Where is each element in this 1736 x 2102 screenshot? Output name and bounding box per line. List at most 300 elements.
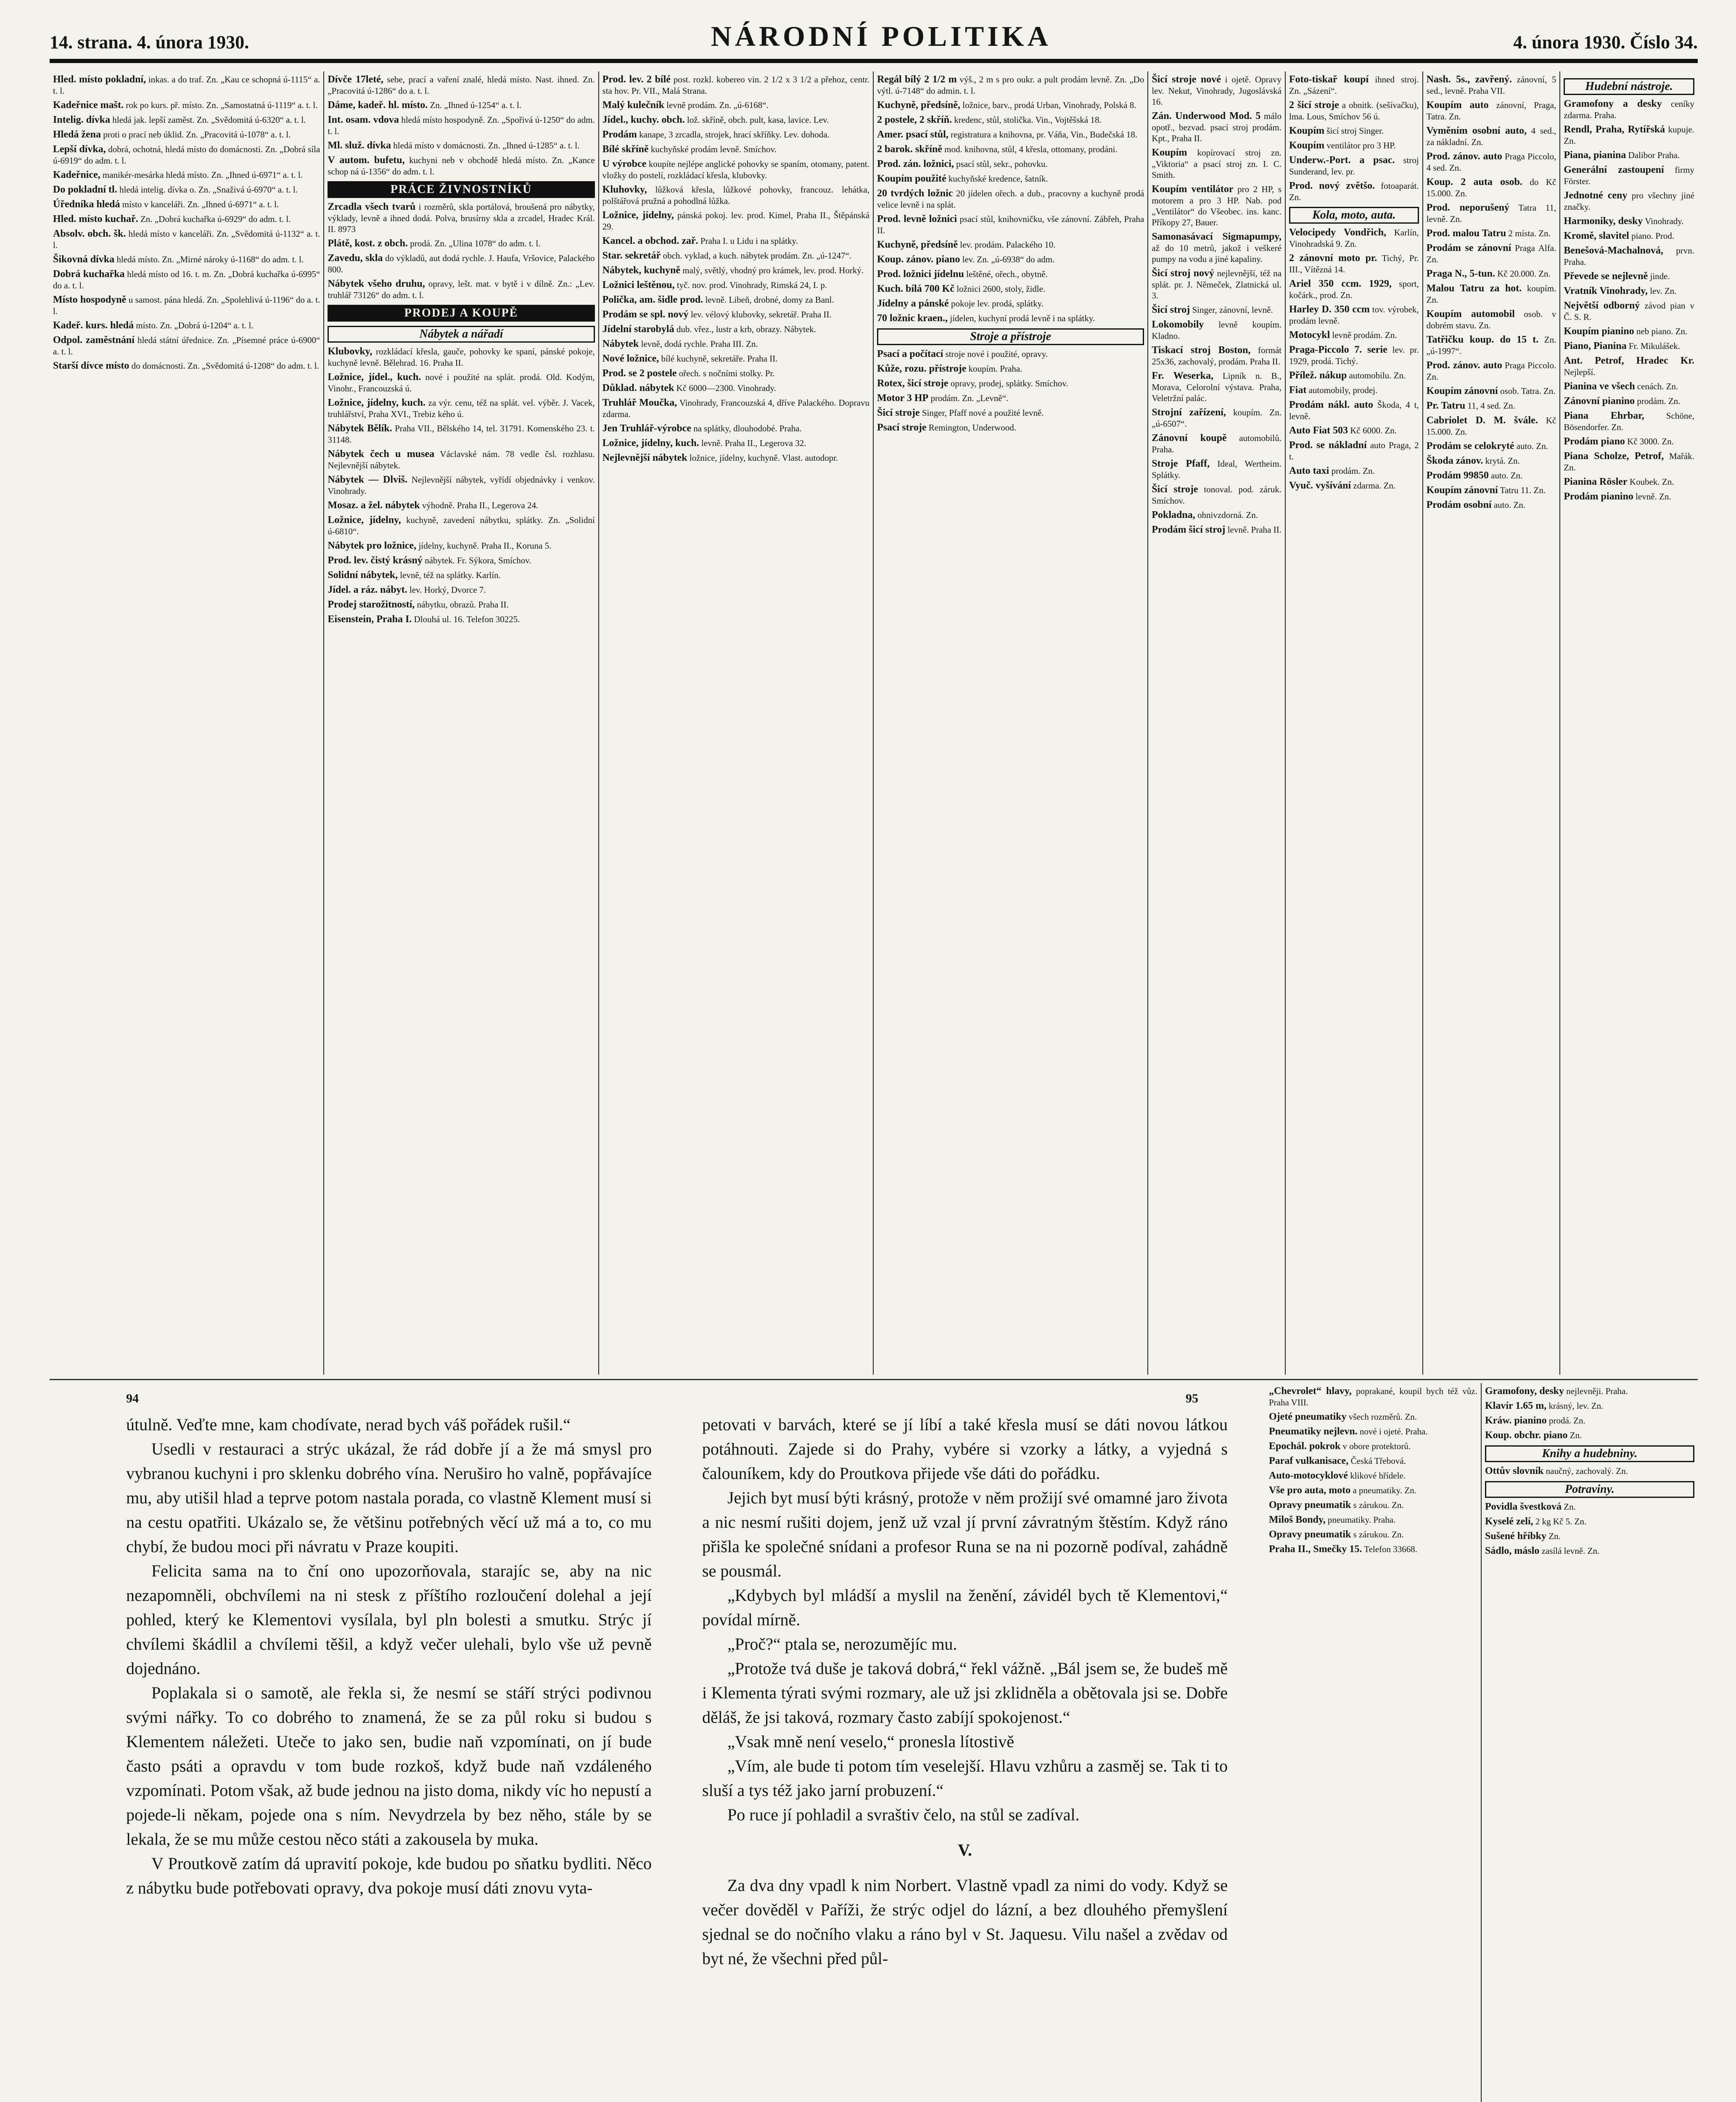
classified-ad [328,397,595,420]
ad-title: Rotex, šicí stroje [877,378,949,389]
classified-ad [328,599,595,610]
ad-body: Praga Alfa. Zn. [1426,243,1556,264]
ad-title: Jen Truhlář-výrobce [602,423,691,434]
classified-ad [1564,190,1694,212]
classified-ad [1564,341,1694,352]
ad-title: Eisenstein, Praha I. [328,614,412,625]
ad-body: lev. Zn. „ú-6938“ do adm. [962,254,1055,264]
ad-body: levně prodám. Zn. „ú-6168“. [666,100,769,110]
classified-ad [328,278,595,301]
ad-title: Pneumatiky nejlevn. [1269,1426,1358,1437]
classified-ad [602,309,869,320]
ad-title: Fr. Weserka, [1152,370,1213,381]
ad-body: lůžková křesla, lůžkové pohovky, francouz. lehátka, polštářová pružná a pohodlná lůžka. [602,185,869,206]
ad-title: Nábytek pro ložnice, [328,540,417,551]
ad-body: Nejlevnější nábytek, vyřídí objednávky i venkov. Vinohrady. [328,475,595,496]
classified-ad [1152,433,1282,455]
ad-title: Koupím auto [1426,100,1489,111]
ad-title: Ant. Petrof, Hradec Kr. [1564,355,1694,366]
ad-title: Mosaz. a žel. nábytek [328,500,420,511]
classified-ad [602,74,869,96]
classified-ad [1564,300,1694,322]
ad-body: do Kč 15.000. Zn. [1426,177,1556,198]
ad-body: na splátky, dlouhodobé. Praha. [693,423,802,433]
classified-ad [602,353,869,364]
classified-ad [602,210,869,232]
ad-body: do výkladů, aut dodá rychle. J. Haufa, Vršovice, Palackého 800. [328,253,595,275]
classified-ad [1289,227,1419,249]
ad-title: Lokomobily [1152,319,1204,330]
ad-body: kupuje. Zn. [1564,124,1694,146]
classified-ad [1564,491,1694,502]
ad-body: Zn. [1570,1430,1582,1440]
ad-title: Převede se nejlevně [1564,271,1648,282]
ad-title: Prodám pianino [1564,491,1633,502]
classified-ad [1289,399,1419,422]
classified-ad [1289,330,1419,341]
ad-title: Pianina ve všech [1564,381,1635,392]
ad-title: Velocipedy Vondřich, [1289,227,1387,238]
ad-title: Nábytek všeho druhu, [328,278,425,289]
novel-paragraph: Usedli v restauraci a strýc ukázal, že rád dobře jí a že má smysl pro vybranou kuchyni i pro sklenku dobrého vína. Neruširo ho valně, popřávajíce mu, aby utišil hlad a teprve potom nastala porada, co vlastně Klement musí si na cestu opatřiti. Ukázalo se, že většinu potřebných věcí už má a to, co mu chybí, že budou moci při návratu v Praze koupiti. [126,1439,652,1556]
classified-ads [50,71,1698,1375]
ad-title: 20 tvrdých ložnic [877,188,953,199]
classified-ad [1485,1415,1694,1426]
ad-body: Škoda, 4 t, levně. [1289,400,1419,421]
classified-ad [1485,1545,1694,1557]
ad-title: Malý kulečník [602,100,665,111]
ad-title: Koup. obchr. piano [1485,1430,1568,1441]
ad-title: Strojní zařízení, [1152,407,1226,418]
classified-ad [1269,1485,1477,1496]
novel-paragraph: „Vsak mně není veselo,“ pronesla lítostivě [727,1732,1015,1751]
ad-body: proti o prací neb úklid. Zn. „Pracovitá ú-1078“ a. t. l. [103,129,291,140]
ad-body: Karlín, Vinohradská 9. Zn. [1289,227,1419,249]
ad-title: Gramofony, desky [1485,1386,1564,1397]
classified-ad [1289,278,1419,301]
ad-body: 2 kg Kč 5. Zn. [1535,1516,1587,1526]
ad-body: kanape, 3 zrcadla, strojek, hrací skříňky. Lev. dohoda. [639,129,830,140]
classified-ad [1485,1466,1694,1477]
ad-title: Prod. zánov. auto [1426,151,1502,162]
classified-ad [1152,510,1282,521]
ad-title: Jednotné ceny [1564,190,1628,201]
ad-title: Ariel 350 ccm. 1929, [1289,278,1392,289]
ad-title: Prodej starožitností, [328,599,415,610]
ad-body: formát 25x36, zachovalý, prodám. Praha II. [1152,345,1282,367]
ad-title: Prod. ložnici jídelnu [877,269,964,280]
classified-ad [1289,253,1419,275]
ad-title: Povidla švestková [1485,1501,1562,1512]
classified-ad [328,614,595,625]
classified-ad [1269,1544,1477,1555]
ad-title: Prodám piano [1564,436,1625,447]
ad-title: Star. sekretář [602,250,661,261]
ad-title: Kuchyně, předsíně [877,239,958,250]
ad-title: Prod. malou Tatru [1426,228,1506,239]
ad-body: ložnici 2600, stoly, židle. [957,284,1046,294]
ad-body: levně, též na splátky. Karlín. [400,570,501,580]
ad-body: lev. Horký, Dvorce 7. [409,585,486,595]
classified-ad [328,423,595,445]
ad-title: Psací stroje [877,422,927,433]
ad-body: Kč 20.000. Zn. [1497,269,1551,279]
classified-ad [1289,480,1419,491]
classified-ad [1485,1531,1694,1542]
classified-ad [53,144,320,166]
ad-title: 2 zánovní moto pr. [1289,253,1377,264]
ad-body: levně koupím. Kladno. [1152,320,1282,341]
classified-ad [1269,1529,1477,1540]
ad-title: Prod. se 2 postele [602,368,677,379]
ad-title: Amer. psací stůl, [877,129,949,140]
section-heading: Hudební nástroje. [1564,78,1694,95]
ad-body: Telefon 33668. [1364,1544,1418,1554]
classified-ad [877,173,1144,185]
ad-title: Vratník Vinohrady, [1564,285,1648,296]
ad-title: Auto taxi [1289,465,1329,476]
classified-ad [53,114,320,126]
ad-title: Koupím [1152,147,1187,158]
ad-body: koupíte nejlépe anglické pohovky se spaním, otomany, patent. vložky do postelí, rozkládací křesla, klubovky. [602,159,869,180]
ad-title: Underw.-Port. a psac. [1289,155,1395,166]
ad-title: 2 barok. skříně [877,144,942,155]
ad-title: Gramofony a desky [1564,98,1662,109]
ad-title: V autom. bufetu, [328,155,405,166]
ad-title: Kyselé zelí, [1485,1516,1533,1527]
ad-title: Ojeté pneumatiky [1269,1411,1347,1422]
ad-body: rok po kurs. př. místo. Zn. „Samostatná ú-1119“ a. t. l. [126,100,318,110]
ad-body: tov. výrobek, prodám levně. [1289,304,1419,326]
ad-title: Koupím [1289,140,1325,151]
classified-ad [1152,319,1282,341]
ad-body: levně. Praha II. [1227,525,1282,535]
classified-ad [1564,98,1694,121]
classified-ad [1427,125,1556,148]
ad-body: Dalibor Praha. [1628,150,1680,160]
classified-ad [53,360,320,372]
classified-ad [1269,1426,1477,1437]
ad-body: auto. Zn. [1493,500,1526,510]
ad-body: ložnice, jídelny, kuchyně. Vlast. autodopr. [689,453,838,463]
header-issue-number: 4. února 1930. Číslo 34. [1513,32,1698,53]
ad-title: Hled. místo kuchař. [53,214,138,224]
ad-body: lev. prodám. Palackého 10. [960,240,1056,250]
ad-title: 70 ložnic kraen., [877,313,948,324]
ad-title: Jídelní starobylá [602,324,674,335]
ad-title: Prodám 99850 [1426,470,1489,481]
ad-body: a obnitk. (sešívačku), lma. Lous, Smíchov 56 ú. [1289,100,1419,121]
ad-body: ložnice, barv., prodá Urban, Vinohrady, Polská 8. [962,100,1136,110]
ad-title: Nejlevnější nábytek [602,452,687,463]
ad-title: Šicí stroje [1152,484,1198,495]
ad-title: Auto Fiat 503 [1289,425,1348,436]
ad-body: dub. vřez., lustr a krb, obrazy. Nábytek. [676,324,816,334]
ad-body: koupím. Zn. „ú-6507“. [1152,407,1282,429]
classified-ad [53,214,320,225]
ad-body: nábytek. Fr. Sýkora, Smíchov. [425,555,531,565]
ad-title: Kadeř. kurs. hledá [53,320,134,331]
classified-ad [602,100,869,111]
ad-title: Šikovná dívka [53,254,115,265]
classified-ad [1152,524,1282,536]
ad-title: Prod. zánov. auto [1426,360,1502,371]
ad-title: Miloš Bondy, [1269,1514,1326,1525]
ad-body: Kč 3000. Zn. [1627,436,1674,446]
ad-body: auto Praga, 2 t. [1289,440,1419,462]
ad-title: Škoda zánov. [1426,455,1483,466]
folio-left: 94 [126,1392,139,1405]
ad-title: Stroje Pfaff, [1152,458,1210,469]
ad-body: levně. Praha II., Legerova 32. [701,438,806,448]
classified-ad [602,158,869,181]
novel-paragraph: „Protože tvá duše je taková dobrá,“ řekl vážně. „Bál jsem se, že budeš mě i Klementa týrati svými rozmary, ale už jsi zklidněla a obětovala jsi se. Dobře děláš, že jsi taková, rozmary často zabíjí spokojenost.“ [702,1659,1228,1727]
ad-title: Generální zastoupení [1564,164,1664,175]
classified-ad [1427,177,1556,199]
classified-ad [877,254,1144,265]
ad-title: Benešová-Machalnová, [1564,245,1663,256]
classified-ad [53,184,320,195]
ad-title: Ložnice, jídelny, kuch. [328,397,425,408]
classified-ad [1289,140,1419,151]
novel-paragraph: petovati v barvách, které se jí líbí a také křesla musí se dáti novou látkou potáhnouti. Zajede si do Prahy, vybére si vzorky a látky, a vyjedná s čalouníkem, kdy do Proutkova přijede vše dáti do pořádku. [702,1415,1228,1483]
ad-title: Ložnice, jídelny, [602,210,674,221]
ad-body: ventilátor pro 3 HP. [1326,140,1396,151]
ad-body: prodá. Zn. „Ulina 1078“ do adm. t. l. [410,238,541,248]
classified-ad [1564,436,1694,447]
ad-body: zánovní, 5 sed., levně. Praha VII. [1426,74,1556,96]
ad-body: prodám. Zn. [1637,396,1681,406]
classified-ad [328,238,595,249]
ad-body: za výr. cenu, též na splát. vel. výběr. J. Vacek, truhlářství, Praha XVI., Trebiz kého ú. [328,398,595,419]
ad-body: klikové hřídele. [1350,1471,1406,1481]
ad-title: Prodám osobní [1426,499,1492,510]
ad-title: Epochál. pokrok [1269,1441,1341,1452]
ad-body: hledá státní úřednice. Zn. „Písemné práce ú-6900“ a. t. l. [53,335,320,356]
ad-body: auto. Zn. [1516,441,1548,451]
ad-title: Prod. levně ložnici [877,214,957,224]
ad-body: opravy, lešt. mat. v bytě i v dílně. Zn.: „Lev. truhlář 73126“ do adm. t. l. [328,279,595,300]
ad-title: Jídel. a ráz. nábyt. [328,584,407,595]
classified-ad [1427,202,1556,224]
ad-body: místo v kanceláři. Zn. „Ihned ú-6971“ a. t. l. [122,199,279,209]
ad-body: Tatra 11, levně. Zn. [1426,203,1556,224]
ad-title: Ložnici leštěnou, [602,280,675,290]
ad-body: lev. Zn. [1650,286,1677,296]
ad-body: Kč 6000—2300. Vinohrady. [676,383,776,393]
ad-body: inkas. a do traf. Zn. „Kau ce schopná ú-1115“ a. t. l. [53,74,320,96]
ad-body: nejlevněji. Praha. [1566,1386,1628,1396]
classified-ad [1289,125,1419,137]
classified-ad [1152,184,1282,228]
ad-title: Motor 3 HP [877,393,929,404]
classified-ad [1485,1516,1694,1527]
ad-title: Dobrá kuchařka [53,269,125,280]
ad-title: Bílé skříně [602,144,649,155]
ad-body: ihned stroj. Zn. „Sázení“. [1289,74,1419,96]
classified-ad [1427,400,1556,412]
classified-ad [1269,1500,1477,1511]
ad-title: Zánovní koupě [1152,433,1227,444]
classified-ad [602,423,869,434]
ad-title: Největší odborný [1564,300,1640,311]
classified-ad [877,407,1144,419]
classified-ad [328,555,595,566]
classified-ad [53,320,320,331]
ad-body: pro 2 HP, s motorem a pro 3 HP. Nab. pod „Ventilátor“ do Všeobec. ins. kanc. Příkopy 27, Bauer. [1152,184,1282,227]
ad-title: Piano, Pianina [1564,341,1627,351]
classified-ad [1427,151,1556,173]
ad-body: ohnivzdorná. Zn. [1197,510,1258,520]
ad-body: Mařák. Zn. [1564,451,1694,473]
classified-ad [602,265,869,276]
ad-title: Tatřičku koup. do 15 t. [1426,334,1539,345]
ad-body: hledá místo v domácnosti. Zn. „Ihned ú-1285“ a. t. l. [393,140,580,151]
classified-ad [328,253,595,275]
ad-body: krásný, lev. Zn. [1548,1401,1604,1411]
ad-title: Dáme, kadeř. hl. místo. [328,100,428,111]
ad-body: lev. pr. 1929, prodá. Tichý. [1289,345,1419,366]
ad-body: až do 10 metrů, jakož i veškeré pumpy na vodu a jiné kapaliny. [1152,243,1282,264]
classified-ad [602,280,869,291]
classified-ad [1427,100,1556,122]
ad-title: 2 šicí stroje [1289,100,1339,111]
classified-ad [328,346,595,368]
ad-body: Lipník n. B., Morava, Celorolní výstava. Praha, Veletržní palác. [1152,371,1282,403]
ad-body: prodám. Zn. [1331,466,1375,476]
classified-ad [877,214,1144,236]
ad-title: Prodám nákl. auto [1289,399,1373,410]
ad-body: sebe, prací a vaření znalé, hledá místo. Nast. ihned. Zn. „Pracovitá ú-1286“ do a. t. l. [328,74,595,96]
ad-body: bílé kuchyně, sekretáře. Praha II. [661,354,778,364]
ad-column [1148,71,1286,1375]
ad-body: 11, 4 sed. Zn. [1467,401,1515,411]
ad-title: Piana, pianina [1564,150,1626,161]
ad-title: Plátě, kost. z obch. [328,238,408,249]
classified-ad [328,114,595,137]
classified-ad [328,100,595,111]
ad-title: Truhlář Moučka, [602,397,677,408]
classified-ad [1564,124,1694,146]
ad-title: Kuchyně, předsíně, [877,100,961,111]
classified-ad [1427,441,1556,452]
classified-ad [877,269,1144,280]
ad-title: Psací a počítací [877,349,943,359]
chapter-number: V. [958,1841,972,1859]
section-heading: Potraviny. [1485,1481,1694,1498]
classified-ad [602,368,869,379]
ad-title: Kadeřnice, [53,169,100,180]
classified-ad [1564,230,1694,242]
classified-ad [877,313,1144,324]
ad-title: Úředníka hledá [53,199,120,210]
ad-title: Klubovky, [328,346,373,357]
classified-ad [1564,326,1694,337]
classified-ad [1289,100,1419,122]
ad-title: Kráw. pianino [1485,1415,1547,1426]
ad-body: opravy, prodej, splátky. Smíchov. [950,378,1068,388]
ad-body: automobilu. Zn. [1349,370,1406,380]
ad-body: zasílá levně. Zn. [1541,1546,1600,1556]
ad-title: Ložnice, jídel., kuch. [328,372,421,383]
page-header [50,17,1698,63]
classified-ad [1564,164,1694,187]
ad-body: kuchyňské prodám levně. Smíchov. [650,144,777,154]
ad-body: Nejlepší. [1564,367,1596,377]
ad-title: Kromě, slavitel [1564,230,1629,241]
ad-body: prodá. Zn. [1548,1415,1585,1426]
ad-body: Vinohrady, Francouzská 4, dříve Palackého. Dopravu zdarma. [602,398,869,419]
ad-title: Prod. zán. ložnici, [877,158,954,169]
novel-paragraph: útulně. Veďte mne, kam chodívate, nerad bych váš pořádek rušil.“ [126,1415,571,1434]
ad-title: Prod. lev. čistý krásný [328,555,423,566]
ad-title: Koup. zánov. piano [877,254,960,265]
ad-body: Tatru 11. Zn. [1500,485,1546,495]
classified-ads-lower [1266,1383,1698,2102]
ad-body: registratura a knihovna, pr. Váňa, Vin., Budečská 18. [951,129,1138,140]
classified-ad [328,540,595,552]
ad-body: jinde. [1650,271,1670,281]
classified-ad [1289,304,1419,326]
classified-ad [1152,111,1282,144]
classified-ad [877,298,1144,309]
classified-ad [53,169,320,181]
classified-ad [1289,74,1419,96]
ad-body: Singer, zánovní, levně. [1192,305,1273,315]
ad-body: nové i použité na splát. prodá. Old. Kodým, Vinohr., Francouzská ú. [328,372,595,393]
ad-body: jídelny, kuchyně. Praha II., Koruna 5. [418,541,552,551]
ad-title: Nové ložnice, [602,353,659,364]
classified-ad [53,74,320,96]
classified-ad [328,449,595,471]
ad-body: poprakané, koupil bych též vůz. Praha VIII. [1269,1386,1477,1407]
ad-title: Samonasávací Sigmapumpy, [1152,231,1282,242]
classified-ad [877,349,1144,360]
header-page-number: 14. strana. 4. února 1930. [50,32,249,53]
ad-body: hledá jak. lepší zaměst. Zn. „Svědomitá ú-6320“ a. t. l. [112,115,306,125]
ad-title: Hled. místo pokladní, [53,74,146,85]
classified-ad [1269,1386,1477,1408]
ad-body: kuchyně, zavedení nábytku, splátky. Zn. „Solidní ú-6810“. [328,515,595,536]
ad-body: tyč. nov. prod. Vinohrady, Rimská 24, I. p. [676,280,827,290]
classified-ad [1564,396,1694,407]
ad-title: Zánovní pianino [1564,396,1635,407]
folio-right: 95 [1186,1392,1198,1405]
ad-body: u samost. pána hledá. Zn. „Spolehlivá ú-1196“ do a. t. l. [53,295,320,316]
classified-ad [602,235,869,247]
ad-body: Zn. „ú-1997“. [1426,335,1556,356]
classified-ad [1564,381,1694,392]
classified-ad [602,383,869,394]
ad-title: Koupím zánovní [1426,386,1498,396]
ad-body: Praha I. u Lidu i na splátky. [700,236,798,246]
ad-body: pro všechny jiné značky. [1564,190,1694,212]
classified-ad [602,324,869,335]
classified-ad [877,283,1144,295]
ad-body: dobrá, ochotná, hledá místo do domácnosti. Zn. „Dobrá síla ú-6919“ do adm. t. l. [53,144,320,166]
ad-body: i rozměrů, skla portálová, broušená pro nábytky, výklady, levně a ihned dodá. Polva, brusírny skla a zrcadel, Hradec Král. II. 8973 [328,202,595,234]
classified-ad [53,254,320,265]
ad-title: Intelig. dívka [53,114,111,125]
classified-ad [53,294,320,317]
ad-body: 4 sed., za nákladní. Zn. [1426,126,1556,147]
novel-paragraph: Po ruce jí pohladil a svraštiv čelo, na stůl se zadíval. [727,1805,1080,1824]
classified-ad [328,74,595,96]
ad-title: Malou Tatru za hot. [1426,283,1522,294]
novel-paragraph: „Kdybych byl mládší a myslil na ženění, závidél bych tě Klementovi,“ povídal mírně. [702,1586,1228,1629]
ad-body: stroj Sunderand, lev. pr. [1289,155,1419,177]
classified-ad [1564,355,1694,378]
